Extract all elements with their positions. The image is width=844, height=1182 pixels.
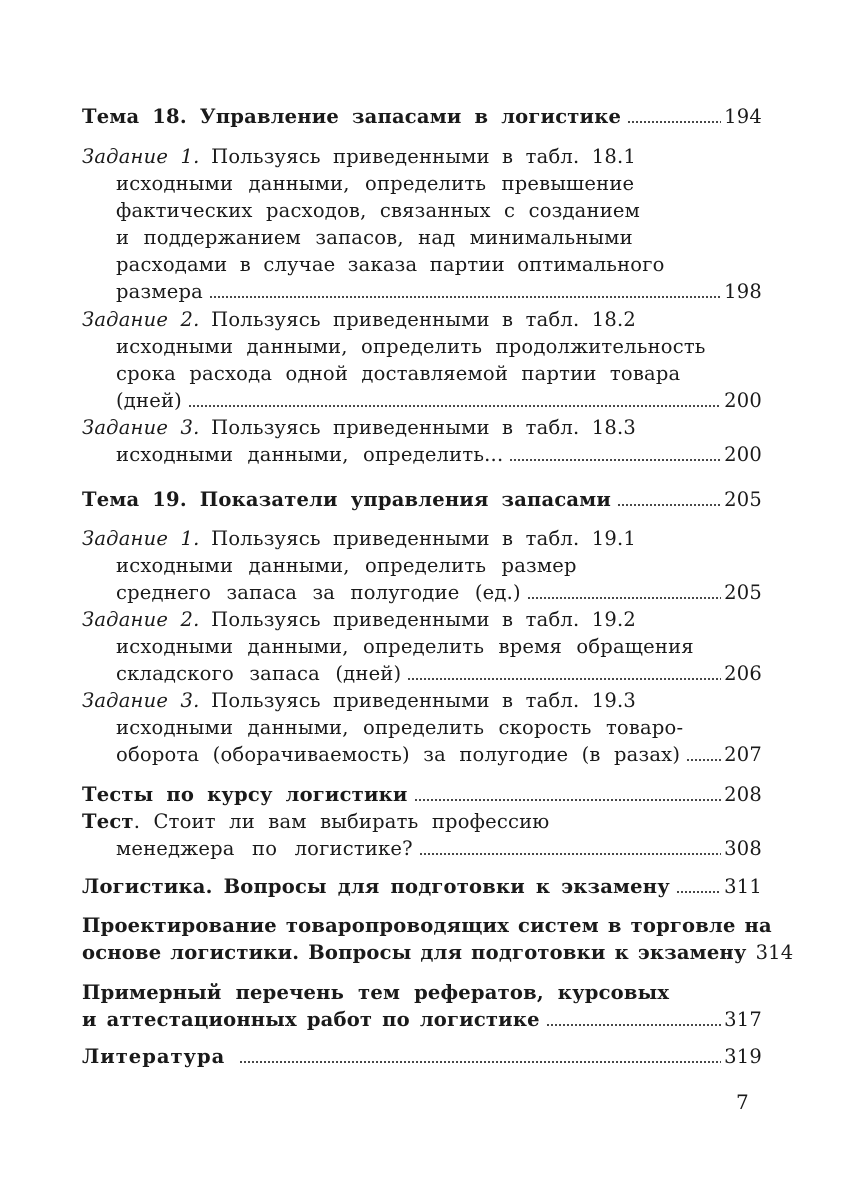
toc-entry-last-line[interactable]: менеджера по логистике? 308 (116, 835, 762, 863)
toc-entry-text-line: исходными данными, определить превышение (116, 172, 635, 195)
toc-entry-last-line[interactable]: исходными данными, определить... 200 (116, 441, 762, 469)
task-label: Задание 1. (82, 527, 200, 550)
toc-entry-text (82, 525, 636, 553)
toc-entry-text-line: Пользуясь приведенными в табл. 19.1 (211, 527, 636, 550)
toc-entry-text (82, 306, 636, 334)
dot-leader (527, 597, 721, 599)
toc-entry-title: Тема 19. Показатели управления запасами (82, 488, 612, 511)
dot-leader (686, 759, 721, 761)
toc-page-number: 205 (724, 488, 762, 511)
toc-entry-text-line: Пользуясь приведенными в табл. 18.2 (211, 308, 636, 331)
toc-entry-last-line[interactable]: размера 198 (116, 278, 762, 306)
toc-page-number: 194 (724, 105, 762, 128)
toc-page-number: 314 (755, 941, 794, 964)
dot-leader (414, 799, 722, 801)
toc-entry-t18-task2[interactable] (82, 306, 762, 334)
task-label: Задание 2. (82, 608, 200, 631)
toc-entry-t19-task1[interactable] (82, 525, 762, 553)
toc-page-number: 206 (724, 662, 762, 685)
task-label: Задание 3. (82, 689, 200, 712)
toc-page-number: 200 (724, 443, 762, 466)
toc-entry-text-line: Пользуясь приведенными в табл. 18.3 (211, 416, 636, 439)
toc-entry-last-line[interactable]: среднего запаса за полугодие (ед.) 205 (116, 579, 762, 607)
toc-entry-last-line[interactable]: оборота (оборачиваемость) за полугодие (в разах) 207 (116, 741, 762, 769)
toc-page-number: 207 (724, 743, 762, 766)
toc-entry-title: Литература (82, 1045, 226, 1068)
toc-page-number: 311 (724, 875, 762, 898)
toc-page-number: 208 (724, 783, 762, 806)
toc-page-number: 308 (724, 837, 762, 860)
toc-entry-text-line: расходами в случае заказа партии оптимального (116, 253, 665, 276)
dot-leader (617, 504, 721, 506)
toc-entry-title: Тесты по курсу логистики (82, 783, 408, 806)
toc-entry-text-line: фактических расходов, связанных с созданием (116, 199, 641, 222)
toc-page-number: 200 (724, 389, 762, 412)
toc-entry-text-line: исходными данными, определить время обращения (116, 635, 694, 658)
toc-entry-text-line: Пользуясь приведенными в табл. 18.1 (211, 145, 636, 168)
toc-entry-literature[interactable] (82, 1043, 762, 1071)
toc-page-number: 319 (724, 1045, 762, 1068)
dot-leader (239, 1061, 721, 1063)
toc-entry-design[interactable] (82, 912, 772, 940)
toc-entry-text-line: и поддержанием запасов, над минимальными (116, 226, 633, 249)
toc-entry-title: Проектирование товаропроводящих систем в торговле на (82, 914, 772, 937)
toc-entry-text (82, 414, 636, 442)
task-label: Задание 1. (82, 145, 200, 168)
toc-entry-t18-task1[interactable] (82, 143, 762, 171)
toc-entry-text-line: . Стоит ли вам выбирать профессию (133, 810, 550, 833)
dot-leader (209, 296, 721, 298)
toc-entry-t19-task2[interactable] (82, 606, 762, 634)
dot-leader (407, 678, 721, 680)
toc-entry-last-line[interactable]: складского запаса (дней) 206 (116, 660, 762, 688)
toc-entry-text-line: срока расхода одной доставляемой партии товара (116, 362, 681, 385)
toc-page-number: 198 (724, 280, 762, 303)
dot-leader (627, 121, 721, 123)
toc-entry-text-line: исходными данными, определить скорость товаро- (116, 716, 684, 739)
toc-entry-t18-task3[interactable] (82, 414, 762, 442)
toc-entry-topic-18[interactable] (82, 103, 762, 131)
toc-entry-last-line[interactable]: и аттестационных работ по логистике 317 (82, 1006, 762, 1034)
toc-entry-text (82, 606, 636, 634)
test-label: Тест (82, 810, 134, 833)
toc-entry-topic-19[interactable] (82, 486, 762, 514)
toc-entry-text-line: Пользуясь приведенными в табл. 19.2 (211, 608, 636, 631)
dot-leader (188, 405, 721, 407)
toc-entry-text-line: Пользуясь приведенными в табл. 19.3 (211, 689, 636, 712)
toc-entry-text-line: исходными данными, определить продолжительность (116, 335, 706, 358)
toc-page-number: 317 (724, 1008, 762, 1031)
toc-entry-title: Примерный перечень тем рефератов, курсовых (82, 981, 670, 1004)
task-label: Задание 2. (82, 308, 200, 331)
toc-entry-title: Тема 18. Управление запасами в логистике (82, 105, 622, 128)
toc-page-number: 205 (724, 581, 762, 604)
task-label: Задание 3. (82, 416, 200, 439)
toc-entry-last-line[interactable]: основе логистики. Вопросы для подготовки к экзамену 314 (82, 939, 762, 967)
dot-leader (419, 853, 721, 855)
dot-leader (546, 1024, 721, 1026)
toc-entry-last-line[interactable]: (дней) 200 (116, 387, 762, 415)
toc-entry-text-line: исходными данными, определить размер (116, 554, 577, 577)
toc-entry-text (82, 687, 636, 715)
toc-entry-test[interactable] (82, 808, 762, 836)
toc-entry-tests[interactable] (82, 781, 762, 809)
page-number: 7 (736, 1090, 749, 1114)
dot-leader (676, 891, 721, 893)
toc-entry-title: Логистика. Вопросы для подготовки к экзамену (82, 875, 670, 898)
toc-entry-text (82, 143, 636, 171)
toc-entry-text (82, 808, 549, 836)
toc-entry-exam[interactable] (82, 873, 762, 901)
toc-entry-topics[interactable] (82, 979, 762, 1007)
toc-entry-t19-task3[interactable] (82, 687, 762, 715)
dot-leader (509, 459, 721, 461)
